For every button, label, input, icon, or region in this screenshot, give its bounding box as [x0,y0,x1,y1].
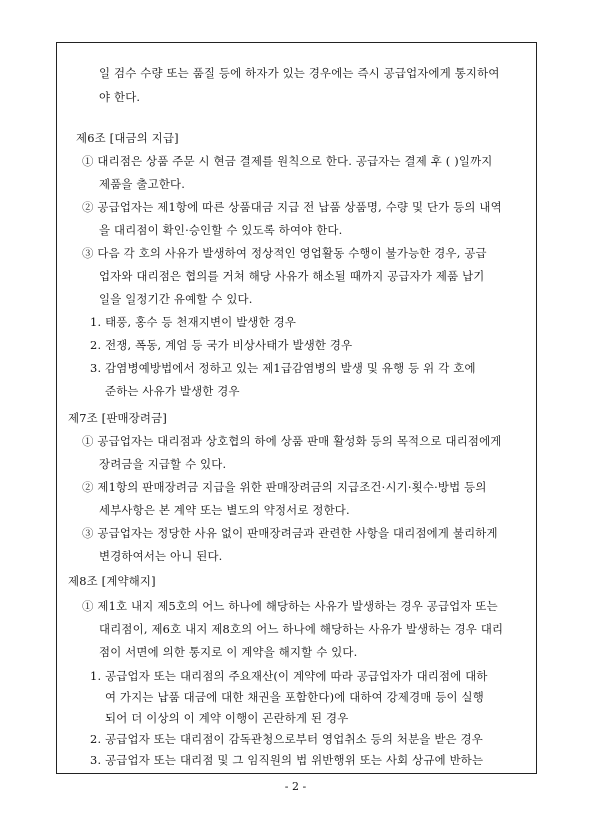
text-line: 일을 일정기간 유예할 수 있다. [99,292,253,306]
text-line: ① 공급업자는 대리점과 상호협의 하에 상품 판매 활성화 등의 목적으로 대리점에게 [82,434,502,448]
text-line: 2. 공급업자 또는 대리점이 감독관청으로부터 영업취소 등의 처분을 받은 경우 [90,732,483,746]
text-line: 일 검수 수량 또는 품질 등에 하자가 있는 경우에는 즉시 공급업자에게 통지하여 [99,66,500,80]
text-line: 3. 감염병예방법에서 정하고 있는 제1급감염병의 발생 및 유행 등 위 각 호에 [90,361,476,375]
page-number: - 2 - [284,780,307,793]
page-border [56,42,537,774]
text-line: ③ 다음 각 호의 사유가 발생하여 정상적인 영업활동 수행이 불가능한 경우, 공급 [82,246,487,260]
text-line: 점이 서면에 의한 통지로 이 계약을 해지할 수 있다. [99,645,358,659]
text-line: ① 대리점은 상품 주문 시 현금 결제를 원칙으로 한다. 공급자는 결제 후 ( )일까지 [82,154,493,168]
text-line: ② 공급업자는 제1항에 따른 상품대금 지급 전 납품 상품명, 수량 및 단가 등의 내역 [82,200,502,214]
text-line: ② 제1항의 판매장려금 지급을 위한 판매장려금의 지급조건·시기·횟수·방법 등의 [82,480,487,494]
text-line: 준하는 사유가 발생한 경우 [105,384,240,398]
article-8-heading: 제8조 [계약해지] [68,574,156,588]
article-7-heading: 제7조 [판매장려금] [68,411,167,425]
article-6-heading: 제6조 [대금의 지급] [76,131,179,145]
text-line: 을 대리점이 확인·승인할 수 있도록 하여야 한다. [99,223,343,237]
text-line: 변경하여서는 아니 된다. [99,549,223,563]
text-line: 1. 태풍, 홍수 등 천재지변이 발생한 경우 [90,315,297,329]
text-line: 2. 전쟁, 폭동, 계엄 등 국가 비상사태가 발생한 경우 [90,338,353,352]
text-line: 대리점이, 제6호 내지 제8호의 어느 하나에 해당하는 사유가 발생하는 경우 대리 [99,622,504,636]
text-line: 제품을 출고한다. [99,177,186,191]
text-line: ③ 공급업자는 정당한 사유 없이 판매장려금과 관련한 사항을 대리점에게 불리하게 [82,526,498,540]
text-line: 여 가지는 납품 대금에 대한 채권을 포함한다)에 대하여 강제경매 등이 실행 [105,690,484,704]
text-line: 1. 공급업자 또는 대리점의 주요재산(이 계약에 따라 공급업자가 대리점에 대하 [90,669,488,683]
text-line: 세부사항은 본 계약 또는 별도의 약정서로 정한다. [99,503,350,517]
text-line: ① 제1호 내지 제5호의 어느 하나에 해당하는 사유가 발생하는 경우 공급업자 또는 [82,599,498,613]
text-line: 야 한다. [99,90,141,104]
text-line: 3. 공급업자 또는 대리점 및 그 임직원의 법 위반행위 또는 사회 상규에 반하는 [90,753,484,767]
text-line: 장려금을 지급할 수 있다. [99,457,227,471]
text-line: 업자와 대리점은 협의를 거쳐 해당 사유가 해소될 때까지 공급자가 제품 납기 [99,269,485,283]
text-line: 되어 더 이상의 이 계약 이행이 곤란하게 된 경우 [105,711,349,725]
